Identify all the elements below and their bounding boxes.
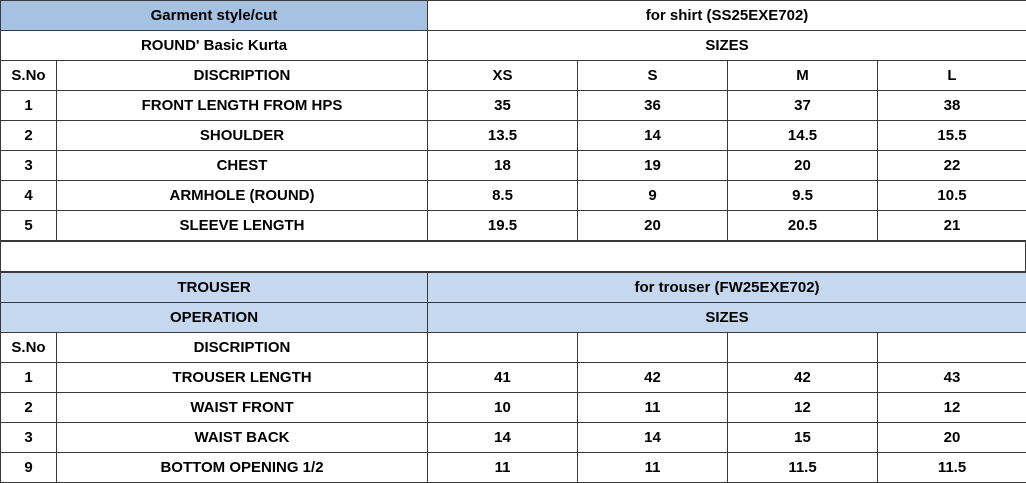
row-value-l: 22 — [878, 151, 1026, 181]
row-value-xs: 10 — [428, 393, 578, 423]
table-row — [1, 363, 1026, 393]
row-sno: 9 — [1, 453, 57, 483]
row-value-s: 14 — [578, 423, 728, 453]
row-sno: 2 — [1, 121, 57, 151]
row-sno: 4 — [1, 181, 57, 211]
column-header-description: DISCRIPTION — [57, 333, 428, 363]
table-subheader-row — [1, 31, 1026, 61]
column-header-l: L — [878, 61, 1026, 91]
table-row — [1, 181, 1026, 211]
table-row — [1, 121, 1026, 151]
column-header-s: S — [578, 61, 728, 91]
row-sno: 2 — [1, 393, 57, 423]
row-value-s: 14 — [578, 121, 728, 151]
row-value-s: 36 — [578, 91, 728, 121]
row-value-l: 11.5 — [878, 453, 1026, 483]
row-value-l: 10.5 — [878, 181, 1026, 211]
shirt-product-name-label: ROUND' Basic Kurta — [1, 31, 428, 61]
row-value-l: 43 — [878, 363, 1026, 393]
shirt-measurement-table — [0, 0, 1026, 241]
column-header-sno: S.No — [1, 61, 57, 91]
row-value-s: 20 — [578, 211, 728, 241]
row-description: BOTTOM OPENING 1/2 — [57, 453, 428, 483]
row-sno: 5 — [1, 211, 57, 241]
row-value-m: 20 — [728, 151, 878, 181]
row-description: WAIST FRONT — [57, 393, 428, 423]
table-row — [1, 423, 1026, 453]
row-value-xs: 18 — [428, 151, 578, 181]
trouser-style-code-label: for trouser (FW25EXE702) — [428, 273, 1026, 303]
column-header-sno: S.No — [1, 333, 57, 363]
row-sno: 1 — [1, 363, 57, 393]
row-description: SHOULDER — [57, 121, 428, 151]
row-value-m: 14.5 — [728, 121, 878, 151]
row-value-xs: 35 — [428, 91, 578, 121]
row-description: FRONT LENGTH FROM HPS — [57, 91, 428, 121]
row-value-xs: 19.5 — [428, 211, 578, 241]
row-value-l: 38 — [878, 91, 1026, 121]
row-sno: 3 — [1, 151, 57, 181]
row-value-xs: 11 — [428, 453, 578, 483]
row-value-xs: 8.5 — [428, 181, 578, 211]
row-value-m: 37 — [728, 91, 878, 121]
row-value-s: 9 — [578, 181, 728, 211]
column-header-size-1 — [428, 333, 578, 363]
table-column-header-row — [1, 333, 1026, 363]
column-header-xs: XS — [428, 61, 578, 91]
table-row — [1, 453, 1026, 483]
table-gap — [0, 241, 1026, 272]
row-value-l: 20 — [878, 423, 1026, 453]
row-sno: 1 — [1, 91, 57, 121]
table-subheader-row — [1, 303, 1026, 333]
row-value-m: 12 — [728, 393, 878, 423]
row-description: CHEST — [57, 151, 428, 181]
row-description: ARMHOLE (ROUND) — [57, 181, 428, 211]
column-header-size-4 — [878, 333, 1026, 363]
spacer-cell — [1, 242, 1026, 272]
garment-style-cut-label: Garment style/cut — [1, 1, 428, 31]
table-row — [1, 91, 1026, 121]
row-value-l: 21 — [878, 211, 1026, 241]
row-value-s: 11 — [578, 393, 728, 423]
row-value-m: 15 — [728, 423, 878, 453]
table-row — [1, 393, 1026, 423]
trouser-label: TROUSER — [1, 273, 428, 303]
row-value-l: 12 — [878, 393, 1026, 423]
row-sno: 3 — [1, 423, 57, 453]
row-description: SLEEVE LENGTH — [57, 211, 428, 241]
row-value-l: 15.5 — [878, 121, 1026, 151]
column-header-size-3 — [728, 333, 878, 363]
row-value-xs: 41 — [428, 363, 578, 393]
shirt-style-code-label: for shirt (SS25EXE702) — [428, 1, 1026, 31]
table-row — [1, 211, 1026, 241]
row-value-m: 11.5 — [728, 453, 878, 483]
row-value-s: 19 — [578, 151, 728, 181]
row-value-s: 11 — [578, 453, 728, 483]
trouser-measurement-table — [0, 272, 1026, 483]
row-value-m: 20.5 — [728, 211, 878, 241]
table-row — [1, 151, 1026, 181]
row-value-m: 42 — [728, 363, 878, 393]
row-description: WAIST BACK — [57, 423, 428, 453]
trouser-sizes-label: SIZES — [428, 303, 1026, 333]
row-value-xs: 13.5 — [428, 121, 578, 151]
row-value-m: 9.5 — [728, 181, 878, 211]
shirt-sizes-label: SIZES — [428, 31, 1026, 61]
column-header-size-2 — [578, 333, 728, 363]
operation-label: OPERATION — [1, 303, 428, 333]
table-header-row — [1, 273, 1026, 303]
row-value-xs: 14 — [428, 423, 578, 453]
column-header-description: DISCRIPTION — [57, 61, 428, 91]
column-header-m: M — [728, 61, 878, 91]
table-header-row — [1, 1, 1026, 31]
row-description: TROUSER LENGTH — [57, 363, 428, 393]
table-column-header-row — [1, 61, 1026, 91]
row-value-s: 42 — [578, 363, 728, 393]
